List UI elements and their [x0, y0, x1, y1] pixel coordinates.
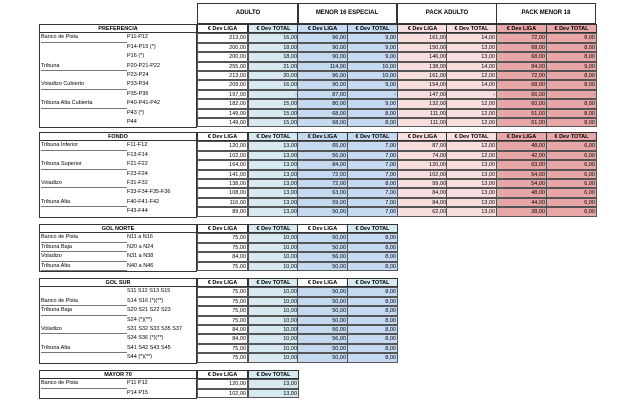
price-cell: 138,00 [197, 179, 248, 188]
price-cell: 120,00 [197, 379, 248, 388]
price-cell: 10,00 [248, 325, 299, 334]
row-group-label: Tribuna Alta [41, 262, 127, 271]
price-cell: 84,00 [496, 62, 547, 71]
price-cell: 154,00 [397, 80, 448, 89]
price-cell: 6,00 [546, 170, 597, 179]
price-cell: 90,00 [297, 80, 348, 89]
price-cell: 15,00 [248, 109, 299, 118]
price-cell: 8,00 [347, 252, 398, 261]
price-cell: 10,00 [248, 297, 299, 306]
row-group-label [41, 52, 127, 61]
price-cell: 75,00 [197, 297, 248, 306]
seat-range-label: F33-F34-F35-F36 [127, 189, 171, 196]
price-cell: 8,00 [546, 80, 597, 89]
price-cell: 96,00 [297, 71, 348, 80]
price-cell: 38,00 [496, 207, 547, 216]
price-cell: 60,00 [496, 99, 547, 108]
price-cell: 13,00 [446, 170, 497, 179]
price-cell: 50,00 [297, 262, 348, 271]
row-group-label [41, 188, 127, 197]
price-cell: 84,00 [197, 325, 248, 334]
price-cell: 18,00 [248, 43, 299, 52]
price-cell: 50,00 [297, 297, 348, 306]
seat-range-label: P40-P41-P42 [127, 100, 161, 107]
price-cell: 50,00 [297, 353, 348, 362]
price-cell: 87,00 [397, 141, 448, 150]
row-group-label: Tribuna [41, 62, 127, 71]
seat-range-label: S14 S16 (*)(**) [127, 297, 164, 304]
price-cell: 8,00 [347, 344, 398, 353]
price-cell: 8,00 [347, 316, 398, 325]
price-cell: 68,00 [297, 109, 348, 118]
seat-range-label: S44 (*)(**) [127, 354, 153, 361]
seat-range-label: P14-P15 (*) [127, 43, 156, 50]
column-header: € Dev TOTAL [347, 132, 398, 141]
column-header: € Dev LIGA [297, 278, 348, 287]
price-cell: 13,00 [248, 188, 299, 197]
price-cell: 54,00 [496, 179, 547, 188]
column-header: € Dev LIGA [397, 132, 448, 141]
row-group-label: Voladizo [41, 252, 127, 261]
price-cell: 6,00 [546, 198, 597, 207]
row-group-label: Tribuna Alta [41, 198, 127, 207]
row-group-label: Banco de Pista [41, 33, 127, 42]
price-cell: 75,00 [197, 243, 248, 252]
seat-range-label: F11-F12 [127, 142, 148, 149]
price-cell: 54,00 [496, 170, 547, 179]
price-cell: 6,00 [546, 179, 597, 188]
price-cell: 7,00 [347, 207, 398, 216]
price-cell: 75,00 [197, 262, 248, 271]
section-title: FONDO [39, 132, 197, 141]
column-header: € Dev LIGA [297, 224, 348, 233]
seat-range-label: N11 a N16 [127, 234, 153, 241]
price-cell: 120,00 [197, 141, 248, 150]
price-cell: 116,00 [197, 198, 248, 207]
price-cell: 12,00 [446, 99, 497, 108]
price-cell: 197,00 [197, 90, 248, 99]
price-cell: - [546, 90, 597, 99]
seat-range-label: F31-F32 [127, 180, 148, 186]
row-group-label [41, 353, 127, 362]
price-cell: 50,00 [297, 316, 348, 325]
seat-range-label: P11 P12 [127, 380, 148, 387]
price-cell: 13,00 [446, 43, 497, 52]
price-cell: 50,00 [297, 306, 348, 315]
seat-range-label: P44 [127, 119, 137, 125]
price-cell: 8,00 [347, 287, 398, 296]
price-cell: 15,00 [248, 99, 299, 108]
price-cell: 56,00 [297, 151, 348, 160]
seat-range-label: N20 a N24 [127, 243, 154, 250]
column-header: € Dev TOTAL [446, 132, 497, 141]
price-cell: 10,00 [248, 334, 299, 343]
column-header: € Dev LIGA [197, 278, 248, 287]
row-group-label [41, 287, 127, 296]
price-cell: 8,00 [546, 118, 597, 127]
price-cell: 56,00 [297, 334, 348, 343]
price-cell: 114,00 [297, 62, 348, 71]
row-group-label: Tribuna Superior [41, 160, 127, 169]
price-cell: 74,00 [397, 151, 448, 160]
row-group-label: Tribuna Inferior [41, 141, 127, 150]
row-group-label: Tribuna Alta [41, 344, 127, 353]
price-cell: - [347, 90, 398, 99]
price-cell: 75,00 [197, 316, 248, 325]
section-title: MAYOR 70 [39, 370, 197, 379]
price-cell: 8,00 [347, 353, 398, 362]
price-cell: 8,00 [546, 52, 597, 61]
price-cell: 84,00 [197, 334, 248, 343]
price-cell: 56,00 [297, 325, 348, 334]
price-cell: 13,00 [248, 141, 299, 150]
price-cell: 10,00 [248, 306, 299, 315]
row-group-label [41, 389, 127, 398]
price-cell: 13,00 [248, 198, 299, 207]
price-cell: 99,00 [397, 179, 448, 188]
row-group-label: Tribuna Baja [41, 306, 127, 315]
price-cell: 63,00 [297, 188, 348, 197]
price-cell: 13,00 [446, 52, 497, 61]
column-group-header: MENOR 16 ESPECIAL [297, 3, 397, 24]
row-group-label [41, 170, 127, 179]
price-cell: 141,00 [197, 170, 248, 179]
seat-range-label: S20 S21 S22 S23 [127, 307, 171, 314]
column-header: € Dev LIGA [197, 224, 248, 233]
price-cell: 10,00 [347, 62, 398, 71]
price-cell: 6,00 [546, 151, 597, 160]
price-cell: 13,00 [248, 379, 299, 388]
price-cell: 150,00 [397, 43, 448, 52]
price-cell: 14,00 [446, 62, 497, 71]
price-cell: 200,00 [197, 43, 248, 52]
price-cell: 10,00 [248, 287, 299, 296]
price-cell: 120,00 [397, 160, 448, 169]
seat-range-label: F43-F44 [127, 208, 148, 215]
price-cell: 12,00 [446, 71, 497, 80]
section-title: GOL SUR [39, 278, 197, 287]
column-header: € Dev LIGA [197, 24, 248, 33]
price-cell: 18,00 [248, 52, 299, 61]
seat-range-label: P33-P34 [127, 81, 149, 88]
column-header: € Dev LIGA [297, 132, 348, 141]
price-cell: 7,00 [347, 151, 398, 160]
price-cell: 13,00 [248, 389, 299, 398]
price-cell: 20,00 [248, 71, 299, 80]
seat-range-label: S31 S32 S33 S35 S37 [127, 326, 183, 332]
column-header: € Dev LIGA [297, 24, 348, 33]
price-cell: 213,00 [197, 33, 248, 42]
column-header: € Dev LIGA [397, 24, 448, 33]
price-cell: 9,00 [347, 43, 398, 52]
price-cell: 108,00 [197, 188, 248, 197]
price-cell: 13,00 [248, 170, 299, 179]
price-cell: 10,00 [347, 71, 398, 80]
price-cell: 10,00 [248, 252, 299, 261]
price-cell: 8,00 [546, 71, 597, 80]
price-cell: 75,00 [197, 353, 248, 362]
price-cell: 13,00 [446, 188, 497, 197]
price-cell: 255,00 [197, 62, 248, 71]
price-cell: 14,00 [446, 80, 497, 89]
price-cell: 7,00 [347, 141, 398, 150]
price-cell: 90,00 [297, 43, 348, 52]
seat-range-label: P23-P24 [127, 72, 149, 78]
column-header: € Dev TOTAL [248, 370, 299, 379]
seat-range-label: F23-F24 [127, 170, 148, 177]
seat-range-label: S11 S12 S13 S15 [127, 288, 171, 295]
price-cell: 50,00 [297, 243, 348, 252]
row-group-label [41, 207, 127, 216]
price-cell: 72,00 [297, 179, 348, 188]
price-cell: 51,00 [496, 109, 547, 118]
row-group-label [41, 316, 127, 325]
price-cell: 72,00 [496, 33, 547, 42]
price-cell: 50,00 [297, 233, 348, 242]
price-cell: 149,00 [197, 109, 248, 118]
price-cell: 102,00 [197, 389, 248, 398]
price-cell: 48,00 [496, 188, 547, 197]
price-cell: 72,00 [496, 71, 547, 80]
price-cell: 13,00 [248, 179, 299, 188]
price-cell: 84,00 [297, 160, 348, 169]
price-cell: 149,00 [197, 118, 248, 127]
price-cell: 161,00 [397, 33, 448, 42]
seat-range-label: P16 (*) [127, 53, 145, 60]
column-header: € Dev TOTAL [347, 224, 398, 233]
price-cell: 161,00 [397, 71, 448, 80]
price-cell: 200,00 [197, 52, 248, 61]
price-cell: 13,00 [446, 179, 497, 188]
row-group-label: Banco de Pista [41, 297, 127, 306]
price-cell: 146,00 [397, 52, 448, 61]
column-group-header: PACK ADULTO [397, 3, 497, 24]
price-cell: 8,00 [546, 33, 597, 42]
price-cell: 111,00 [397, 109, 448, 118]
row-group-label: Voladizo Cubierto [41, 80, 127, 89]
price-cell: 13,00 [446, 198, 497, 207]
price-cell: 8,00 [347, 334, 398, 343]
price-cell: 80,00 [297, 99, 348, 108]
price-cell: 68,00 [297, 118, 348, 127]
row-group-label [41, 90, 127, 99]
column-header: € Dev TOTAL [546, 24, 597, 33]
row-group-label: Tribuna Baja [41, 243, 127, 252]
seat-range-label: F21-F22 [127, 161, 148, 168]
price-cell: 96,00 [297, 33, 348, 42]
price-cell: 10,00 [248, 233, 299, 242]
price-cell: 50,00 [297, 207, 348, 216]
price-cell: 16,00 [248, 33, 299, 42]
price-cell: 8,00 [546, 99, 597, 108]
price-cell: 6,00 [546, 141, 597, 150]
price-cell: 84,00 [397, 188, 448, 197]
price-cell: 84,00 [397, 198, 448, 207]
price-cell: 10,00 [248, 262, 299, 271]
column-header: € Dev LIGA [197, 132, 248, 141]
column-header: € Dev TOTAL [248, 224, 299, 233]
row-group-label [41, 334, 127, 343]
row-group-label: Tribuna Alta Cubierta [41, 99, 127, 108]
seat-range-label: S34 S36 (*)(**) [127, 335, 164, 342]
price-cell: 87,00 [297, 90, 348, 99]
price-cell: 8,00 [347, 233, 398, 242]
price-cell: 164,00 [197, 160, 248, 169]
price-cell: 75,00 [197, 233, 248, 242]
section-title: PREFERENCIA [39, 24, 197, 33]
column-header: € Dev TOTAL [248, 132, 299, 141]
price-cell: 15,00 [248, 118, 299, 127]
price-cell: 42,00 [496, 151, 547, 160]
price-cell: 63,00 [496, 160, 547, 169]
price-cell: 10,00 [248, 243, 299, 252]
price-cell: 13,00 [248, 160, 299, 169]
price-cell: 13,00 [446, 160, 497, 169]
column-header: € Dev TOTAL [347, 278, 398, 287]
column-group-header: PACK MENOR 18 [496, 3, 596, 24]
price-cell: 75,00 [197, 306, 248, 315]
price-cell: 21,00 [248, 62, 299, 71]
price-cell [248, 90, 299, 99]
price-cell: 8,00 [347, 306, 398, 315]
price-cell: 8,00 [347, 179, 398, 188]
price-cell: 6,00 [546, 207, 597, 216]
price-cell: 9,00 [347, 33, 398, 42]
price-cell: 59,00 [297, 198, 348, 207]
price-cell: 9,00 [347, 80, 398, 89]
seat-range-label: S41 S42 S43 S45 [127, 344, 171, 351]
price-cell: 132,00 [397, 99, 448, 108]
price-cell: 10,00 [248, 316, 299, 325]
price-cell: 182,00 [197, 99, 248, 108]
price-cell: 44,00 [496, 198, 547, 207]
column-header: € Dev LIGA [496, 132, 547, 141]
row-group-label [41, 109, 127, 118]
column-header: € Dev TOTAL [347, 24, 398, 33]
column-header: € Dev TOTAL [248, 278, 299, 287]
seat-range-label: N40 a N46 [127, 262, 154, 269]
seat-range-label: F13-F14 [127, 151, 148, 158]
column-header: € Dev LIGA [197, 370, 248, 379]
price-cell: 209,00 [197, 80, 248, 89]
price-cell: 75,00 [197, 344, 248, 353]
price-cell: 72,00 [297, 170, 348, 179]
price-cell: 8,00 [347, 297, 398, 306]
price-cell: 9,00 [347, 52, 398, 61]
seat-range-label: S24 (*)(**) [127, 316, 153, 323]
price-cell: 66,00 [496, 90, 547, 99]
price-cell: 68,00 [496, 80, 547, 89]
price-cell: 12,00 [446, 118, 497, 127]
price-cell: 8,00 [347, 243, 398, 252]
price-cell: 90,00 [297, 52, 348, 61]
row-group-label: Voladizo [41, 179, 127, 188]
price-cell: 111,00 [397, 118, 448, 127]
price-cell: 9,00 [546, 62, 597, 71]
price-cell: 10,00 [248, 353, 299, 362]
price-cell: 138,00 [397, 62, 448, 71]
seat-range-label: P11-P12 [127, 34, 148, 41]
price-cell: 6,00 [546, 160, 597, 169]
row-group-label: Voladizo [41, 325, 127, 334]
price-cell: 8,00 [546, 109, 597, 118]
price-cell: 7,00 [347, 160, 398, 169]
price-cell: 147,00 [397, 90, 448, 99]
price-cell: 7,00 [347, 198, 398, 207]
column-header: € Dev LIGA [496, 24, 547, 33]
price-cell: 50,00 [297, 287, 348, 296]
row-group-label [41, 71, 127, 80]
price-cell: 68,00 [496, 43, 547, 52]
price-cell: 8,00 [347, 118, 398, 127]
price-cell: - [446, 90, 497, 99]
price-cell: 102,00 [397, 170, 448, 179]
price-cell: 56,00 [297, 252, 348, 261]
row-group-label [41, 118, 127, 127]
price-cell: 8,00 [347, 325, 398, 334]
price-cell: 213,00 [197, 71, 248, 80]
seat-range-label: P20-P21-P22 [127, 62, 161, 69]
price-cell: 7,00 [347, 170, 398, 179]
column-group-header: ADULTO [197, 3, 299, 24]
price-cell: 102,00 [197, 151, 248, 160]
price-cell: 13,00 [446, 207, 497, 216]
column-header: € Dev TOTAL [546, 132, 597, 141]
price-cell: 12,00 [446, 151, 497, 160]
price-cell: 8,00 [347, 109, 398, 118]
row-group-label [41, 43, 127, 52]
seat-range-label: P35-P36 [127, 90, 149, 97]
column-header: € Dev TOTAL [446, 24, 497, 33]
seat-range-label: P43 (*) [127, 109, 145, 116]
price-cell: 10,00 [248, 344, 299, 353]
price-cell: 50,00 [297, 344, 348, 353]
price-cell: 9,00 [347, 99, 398, 108]
price-cell: 89,00 [197, 207, 248, 216]
price-cell: 62,00 [397, 207, 448, 216]
price-cell: 13,00 [248, 151, 299, 160]
price-cell: 12,00 [446, 109, 497, 118]
seat-range-label: P14 P15 [127, 389, 149, 396]
price-cell: 13,00 [248, 207, 299, 216]
price-cell: 16,00 [248, 80, 299, 89]
seat-range-label: F40-F41-F42 [127, 198, 160, 205]
price-cell: 84,00 [197, 252, 248, 261]
row-group-label: Banco de Pista [41, 379, 127, 388]
price-cell: 14,00 [446, 33, 497, 42]
price-cell: 7,00 [347, 188, 398, 197]
seat-range-label: N31 a N38 [127, 253, 154, 260]
price-cell: 65,00 [297, 141, 348, 150]
price-cell: 8,00 [347, 262, 398, 271]
row-group-label [41, 151, 127, 160]
price-cell: 8,00 [546, 43, 597, 52]
price-cell: 6,00 [546, 188, 597, 197]
row-group-label: Banco de Pista [41, 233, 127, 242]
price-cell: 51,00 [496, 118, 547, 127]
section-title: GOL NORTE [39, 224, 197, 233]
column-header: € Dev TOTAL [248, 24, 299, 33]
price-cell: 48,00 [496, 141, 547, 150]
price-cell: 12,00 [446, 141, 497, 150]
price-cell: 75,00 [197, 287, 248, 296]
price-cell: 68,00 [496, 52, 547, 61]
